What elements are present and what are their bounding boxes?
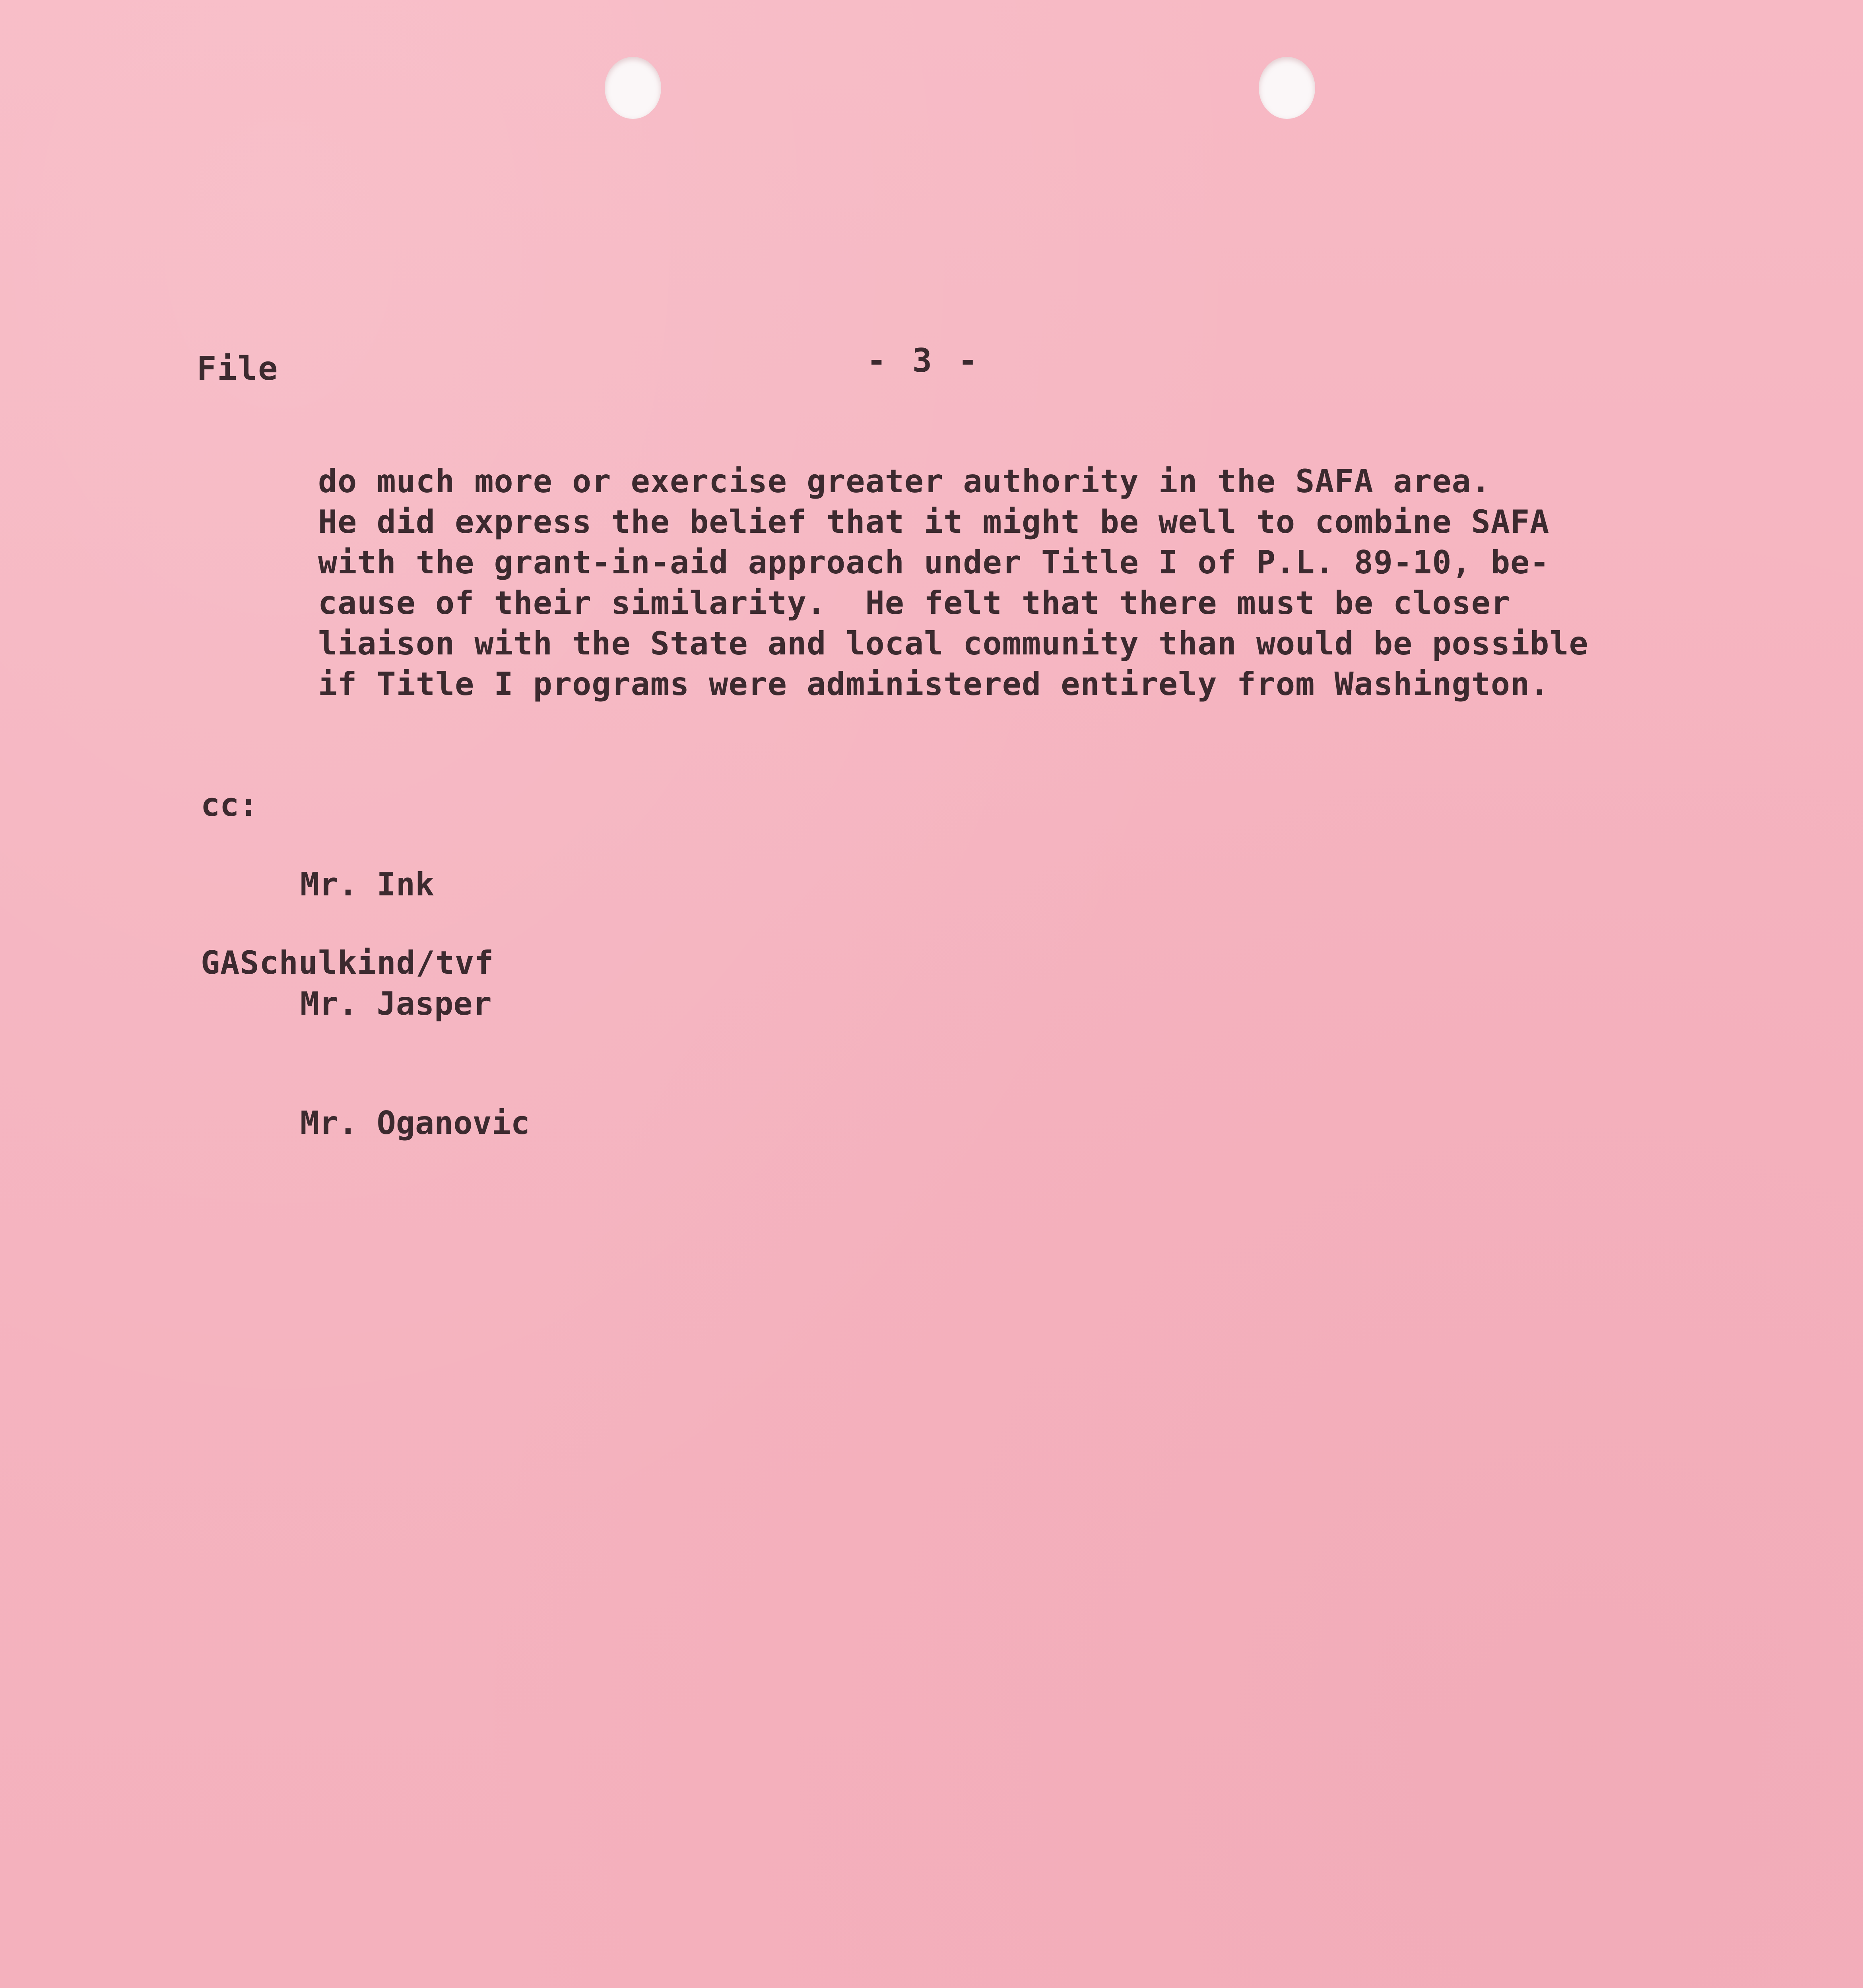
body-line: liaison with the State and local community than would be possible	[318, 625, 1589, 662]
punch-hole-right	[1259, 57, 1315, 119]
body-line: if Title I programs were administered entirely from Washington.	[318, 666, 1550, 703]
page-number: - 3 -	[867, 342, 981, 380]
body-paragraph	[318, 461, 1650, 705]
punch-hole-left	[605, 57, 661, 119]
cc-label: cc:	[201, 786, 258, 823]
body-line: He did express the belief that it might be well to combine SAFA	[318, 503, 1550, 540]
body-line: do much more or exercise greater authority in the SAFA area.	[318, 463, 1491, 500]
author-typist-initials: GASchulkind/tvf	[201, 944, 494, 981]
cc-recipient: Mr. Jasper	[300, 985, 492, 1022]
cc-recipient: Mr. Oganovic	[300, 1105, 530, 1142]
addressee-label: File	[197, 350, 279, 388]
body-line: with the grant-in-aid approach under Title I of P.L. 89-10, be-	[318, 544, 1550, 581]
cc-recipient: Mr. Ink	[300, 866, 435, 903]
cc-recipient-list	[300, 785, 530, 1223]
body-line: cause of their similarity. He felt that there must be closer	[318, 584, 1511, 621]
